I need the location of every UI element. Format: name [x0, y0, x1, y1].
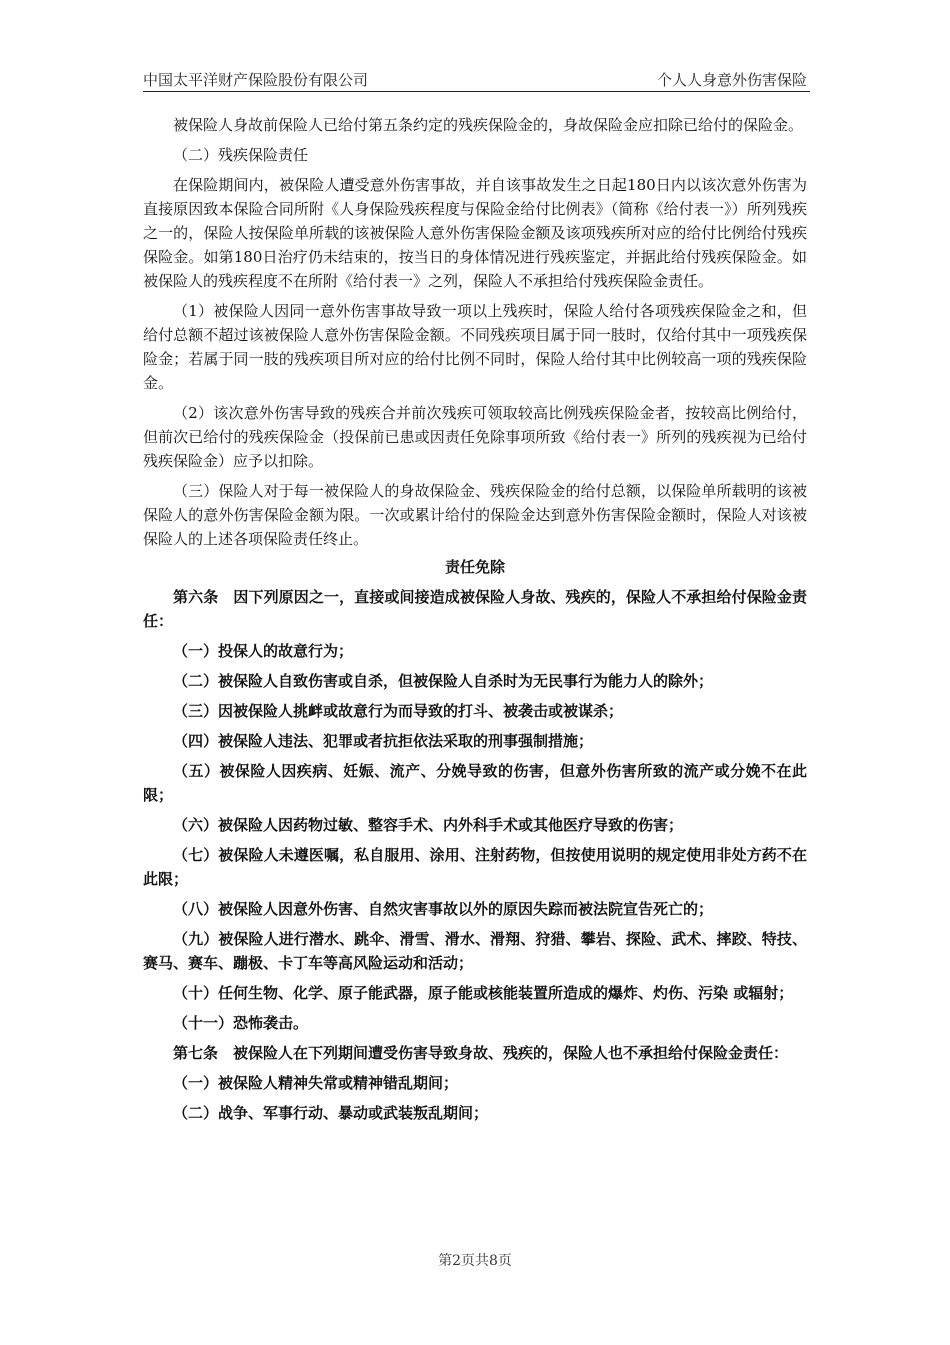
paragraph-rule-1: （1）被保险人因同一意外伤害事故导致一项以上残疾时，保险人给付各项残疾保险金之和，但给付总额不超过该被保险人意外伤害保险金额。不同残疾项目属于同一肢时，仅给付其中一项残疾保险金；若属于同一肢的残疾项目所对应的给付比例不同时，保险人给付其中比例较高一项的残疾保险金。 — [143, 302, 807, 392]
paragraph-disability-coverage: 在保险期间内，被保险人遭受意外伤害事故，并自该事故发生之日起180日内以该次意外伤害为直接原因致本保险合同所附《人身保险残疾程度与保险金给付比例表》（简称《给付表一》）所列残疾之一的，保险人按保险单所载的该被保险人意外伤害保险金额及该项残疾所对应的给付比例给付残疾保险金。如第180日治疗仍未结束的，按当日的身体情况进行残疾鉴定，并据此给付残疾保险金。如被保险人的残疾程度不在所附《给付表一》之列，保险人不承担给付残疾保险金责任。 — [143, 176, 807, 290]
header-divider — [143, 91, 810, 92]
article-6-item: （七）被保险人未遵医嘱，私自服用、涂用、注射药物，但按使用说明的规定使用非处方药不在此限； — [143, 846, 807, 888]
article-7: 第七条 被保险人在下列期间遭受伤害导致身故、残疾的，保险人也不承担给付保险金责任： — [173, 1044, 789, 1062]
paragraph-limit: （三）保险人对于每一被保险人的身故保险金、残疾保险金的给付总额，以保险单所载明的该被保险人的意外伤害保险金额为限。一次或累计给付的保险金达到意外伤害保险金额时，保险人对该被保险人的上述各项保险责任终止。 — [143, 482, 807, 548]
paragraph-rule-2: （2）该次意外伤害导致的残疾合并前次残疾可领取较高比例残疾保险金者，按较高比例给付，但前次已给付的残疾保险金（投保前已患或因责任免除事项所致《给付表一》所列的残疾视为已给付残疾保险金）应予以扣除。 — [143, 404, 807, 470]
section-title: 责任免除 — [444, 558, 505, 576]
document-body — [143, 113, 807, 1125]
page-number: 第2页共8页 — [438, 1253, 512, 1269]
article-6-item: （一）投保人的故意行为； — [173, 642, 354, 660]
header-company: 中国太平洋财产保险股份有限公司 — [143, 71, 369, 89]
page-header — [143, 66, 807, 90]
article-6-item: （三）因被保险人挑衅或故意行为而导致的打斗、被袭击或被谋杀； — [173, 702, 624, 720]
header-product: 个人人身意外伤害保险 — [656, 71, 807, 89]
article-6-item: （二）被保险人自致伤害或自杀，但被保险人自杀时为无民事行为能力人的除外； — [173, 672, 714, 690]
article-6-item: （八）被保险人因意外伤害、自然灾害事故以外的原因失踪而被法院宣告死亡的； — [173, 900, 714, 918]
article-6-item: （十一）恐怖袭击。 — [173, 1014, 309, 1032]
article-6-item: （六）被保险人因药物过敏、整容手术、内外科手术或其他医疗导致的伤害； — [173, 816, 684, 834]
article-7-item: （一）被保险人精神失常或精神错乱期间； — [173, 1074, 459, 1092]
paragraph-death-deduction: 被保险人身故前保险人已给付第五条约定的残疾保险金的，身故保险金应扣除已给付的保险金。 — [173, 116, 804, 134]
article-6-item: （十）任何生物、化学、原子能武器，原子能或核能装置所造成的爆炸、灼伤、污染 或辐射； — [173, 984, 794, 1002]
article-6-item: （五）被保险人因疾病、妊娠、流产、分娩导致的伤害，但意外伤害所致的流产或分娩不在此限； — [143, 762, 807, 804]
article-6-item: （九）被保险人进行潜水、跳伞、滑雪、滑水、滑翔、狩猎、攀岩、探险、武术、摔跤、特技、赛马、赛车、蹦极、卡丁车等高风险运动和活动； — [143, 930, 807, 972]
article-7-item: （二）战争、军事行动、暴动或武装叛乱期间； — [173, 1104, 489, 1122]
paragraph-disability-heading: （二）残疾保险责任 — [173, 146, 309, 164]
article-6: 第六条 因下列原因之一，直接或间接造成被保险人身故、残疾的，保险人不承担给付保险金责任： — [143, 588, 807, 630]
article-6-item: （四）被保险人违法、犯罪或者抗拒依法采取的刑事强制措施； — [173, 732, 594, 750]
